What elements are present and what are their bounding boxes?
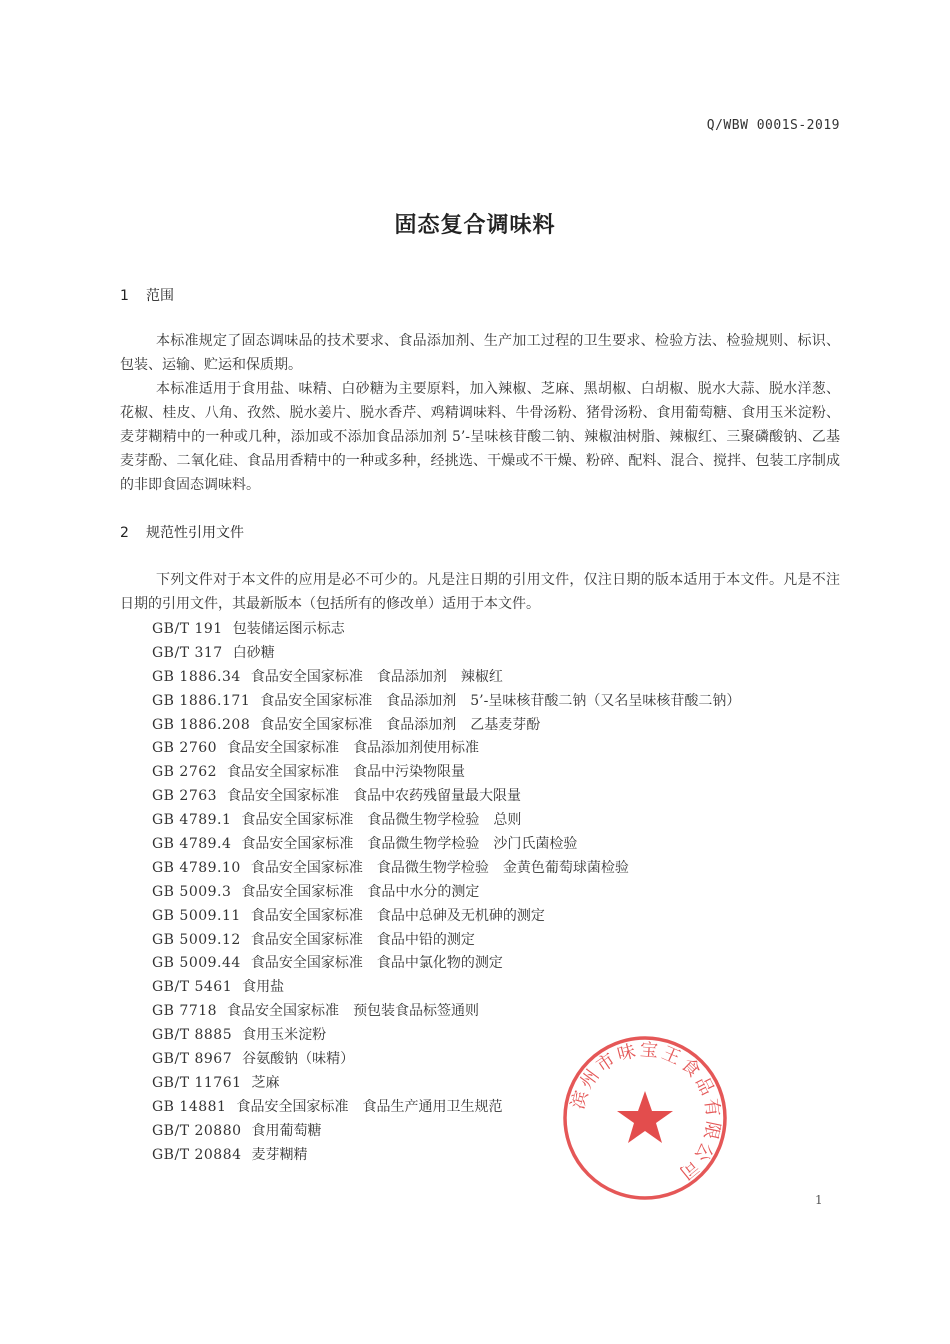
reference-standard-type: 食品安全国家标准 xyxy=(250,931,363,948)
reference-title: 食品添加剂 辣椒红 xyxy=(376,668,503,685)
reference-standard-type: 食品安全国家标准 xyxy=(250,668,363,685)
reference-standard-type: 食品安全国家标准 xyxy=(260,716,373,733)
reference-title: 食品中总砷及无机砷的测定 xyxy=(376,907,545,924)
reference-code: GB 2762 xyxy=(152,764,218,781)
section-title: 规范性引用文件 xyxy=(146,525,244,541)
reference-title: 食品生产通用卫生规范 xyxy=(362,1098,503,1115)
reference-item xyxy=(152,689,740,713)
reference-code: GB 5009.3 xyxy=(152,883,232,900)
reference-title: 食品中铅的测定 xyxy=(376,931,475,948)
reference-standard-type: 食品安全国家标准 xyxy=(250,955,363,972)
reference-code: GB 4789.10 xyxy=(152,859,241,876)
reference-code: GB/T 8885 xyxy=(152,1027,233,1044)
seal-text: 滨州市味宝王食品有限公司 xyxy=(567,1039,724,1186)
reference-title: 谷氨酸钠（味精） xyxy=(242,1051,355,1068)
reference-code: GB 1886.208 xyxy=(152,716,251,733)
section-1-heading xyxy=(120,285,174,305)
reference-standard-type: 食品安全国家标准 xyxy=(227,764,340,781)
reference-title: 芝麻 xyxy=(251,1074,280,1091)
reference-item xyxy=(152,856,740,880)
reference-code: GB 5009.12 xyxy=(152,931,241,948)
scope-paragraph-2: 本标准适用于食用盐、味精、白砂糖为主要原料，加入辣椒、芝麻、黑胡椒、白胡椒、脱水大蒜、脱水洋葱、花椒、桂皮、八角、孜然、脱水姜片、脱水香芹、鸡精调味料、牛骨汤粉、猪骨汤粉、食用葡萄糖、食用玉米淀粉、麦芽糊精中的一种或几种，添加或不添加食品添加剂 5’-呈味核苷酸二钠、辣椒油树脂、辣椒红、三聚磷酸钠、乙基麦芽酚、二氧化硅、食品用香精中的一种或多种，经挑选、干燥或不干燥、粉碎、配料、混合、搅拌、包装工序制成的非即食固态调味料。 xyxy=(120,381,840,493)
reference-title: 食用玉米淀粉 xyxy=(242,1027,327,1044)
star-icon xyxy=(617,1091,673,1143)
reference-title: 包装储运图示标志 xyxy=(232,621,345,637)
reference-code: GB 4789.4 xyxy=(152,836,232,853)
reference-title: 食用葡萄糖 xyxy=(251,1122,322,1139)
reference-standard-type: 食品安全国家标准 xyxy=(241,883,354,900)
reference-title: 食用盐 xyxy=(242,979,285,996)
reference-title: 食品微生物学检验 沙门氏菌检验 xyxy=(367,836,578,853)
reference-standard-type: 食品安全国家标准 xyxy=(260,692,373,709)
document-title: 固态复合调味料 xyxy=(394,213,556,238)
reference-item xyxy=(152,713,740,737)
reference-item xyxy=(152,904,740,928)
reference-title: 食品中水分的测定 xyxy=(367,883,480,900)
reference-title: 白砂糖 xyxy=(232,644,275,661)
reference-item xyxy=(152,928,740,952)
reference-code: GB 7718 xyxy=(152,1003,218,1020)
reference-code: GB/T 191 xyxy=(152,621,223,637)
normative-intro: 下列文件对于本文件的应用是必不可少的。凡是注日期的引用文件，仅注日期的版本适用于本文件。凡是不注日期的引用文件，其最新版本（包括所有的修改单）适用于本文件。 xyxy=(120,572,840,612)
section-title: 范围 xyxy=(146,288,174,304)
reference-item xyxy=(152,760,740,784)
reference-standard-type: 食品安全国家标准 xyxy=(241,836,354,853)
reference-standard-type: 食品安全国家标准 xyxy=(227,740,340,757)
reference-item xyxy=(152,617,740,641)
reference-code: GB/T 11761 xyxy=(152,1074,242,1091)
reference-standard-type: 食品安全国家标准 xyxy=(227,788,340,805)
reference-code: GB/T 317 xyxy=(152,644,223,661)
reference-title: 食品中氯化物的测定 xyxy=(376,955,503,972)
company-seal-stamp xyxy=(560,1033,730,1203)
scope-paragraph-1: 本标准规定了固态调味品的技术要求、食品添加剂、生产加工过程的卫生要求、检验方法、检验规则、标识、包装、运输、贮运和保质期。 xyxy=(120,333,840,373)
section-number: 1 xyxy=(120,288,129,304)
reference-standard-type: 食品安全国家标准 xyxy=(250,859,363,876)
reference-item xyxy=(152,999,740,1023)
reference-title: 食品添加剂使用标准 xyxy=(353,740,480,757)
reference-code: GB 2763 xyxy=(152,788,218,805)
reference-title: 预包装食品标签通则 xyxy=(353,1003,480,1020)
reference-code: GB/T 8967 xyxy=(152,1051,233,1068)
reference-code: GB/T 20880 xyxy=(152,1122,242,1139)
reference-item xyxy=(152,808,740,832)
reference-code: GB/T 5461 xyxy=(152,979,233,996)
reference-standard-type: 食品安全国家标准 xyxy=(250,907,363,924)
reference-title: 食品添加剂 5’-呈味核苷酸二钠（又名呈味核苷酸二钠） xyxy=(386,692,741,709)
reference-item xyxy=(152,832,740,856)
reference-code: GB/T 20884 xyxy=(152,1146,242,1163)
reference-standard-type: 食品安全国家标准 xyxy=(241,812,354,829)
reference-title: 食品微生物学检验 总则 xyxy=(367,812,522,829)
reference-code: GB 5009.11 xyxy=(152,907,241,924)
reference-standard-type: 食品安全国家标准 xyxy=(236,1098,349,1115)
reference-code: GB 14881 xyxy=(152,1098,227,1115)
reference-item xyxy=(152,975,740,999)
reference-item xyxy=(152,784,740,808)
reference-code: GB 4789.1 xyxy=(152,812,232,829)
reference-title: 食品中农药残留量最大限量 xyxy=(353,788,522,805)
reference-code: GB 2760 xyxy=(152,740,218,757)
reference-title: 麦芽糊精 xyxy=(251,1146,308,1163)
reference-item xyxy=(152,880,740,904)
reference-code: GB 5009.44 xyxy=(152,955,241,972)
section-number: 2 xyxy=(120,525,129,541)
page-number: 1 xyxy=(815,1193,823,1207)
reference-item xyxy=(152,951,740,975)
document-code: Q/WBW 0001S-2019 xyxy=(706,118,840,133)
reference-title: 食品微生物学检验 金黄色葡萄球菌检验 xyxy=(376,859,629,876)
reference-title: 食品添加剂 乙基麦芽酚 xyxy=(386,716,541,733)
reference-standard-type: 食品安全国家标准 xyxy=(227,1003,340,1020)
reference-item xyxy=(152,641,740,665)
reference-item xyxy=(152,665,740,689)
reference-code: GB 1886.171 xyxy=(152,692,251,709)
section-2-heading xyxy=(120,522,244,542)
reference-item xyxy=(152,736,740,760)
reference-code: GB 1886.34 xyxy=(152,668,241,685)
reference-title: 食品中污染物限量 xyxy=(353,764,466,781)
